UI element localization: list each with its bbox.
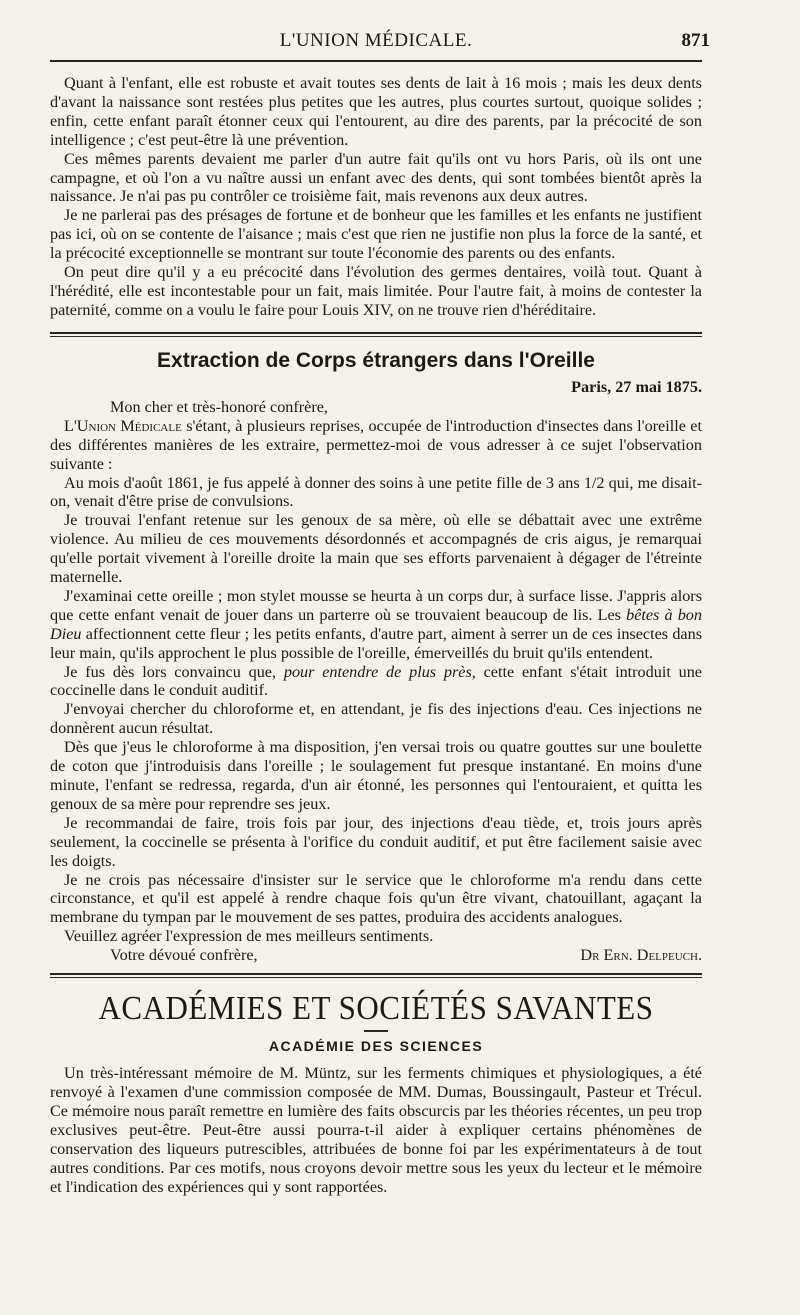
running-header bbox=[50, 26, 710, 62]
intro-paragraph-4: On peut dire qu'il y a eu précocité dans l'évolution des germes dentaires, voilà tout. Quant à l'hérédité, elle est incontestable pour un fait, mais limitée. Pour l'autre fait, à moins de contester la paternité, comme on a voulu le faire pour Louis XIV, on ne trouve rien d'héréditaire. bbox=[50, 263, 702, 319]
article-signature: Dr Ern. Delpeuch. bbox=[580, 946, 702, 965]
journal-name: L'Union Médicale bbox=[64, 416, 182, 435]
article-paragraph-4-part-1: J'examinai cette oreille ; mon stylet mousse se heurta à un corps dur, à surface lisse. J'appris alors que cette enfant venait de jouer dans un parterre où se trouvaient beaucoup de lis. Les bbox=[50, 586, 702, 624]
article-paragraph-5 bbox=[50, 663, 702, 701]
section-subheading: ACADÉMIE DES SCIENCES bbox=[268, 1038, 484, 1055]
article-paragraph-6: J'envoyai chercher du chloroforme et, en attendant, je fis des injections d'eau. Ces injections ne donnèrent aucun résultat. bbox=[50, 700, 702, 738]
intro-text bbox=[50, 74, 702, 320]
article-closing: Veuillez agréer l'expression de mes meilleurs sentiments. bbox=[64, 927, 434, 946]
section-divider-2 bbox=[50, 973, 702, 978]
article-closing-text: Votre dévoué confrère, bbox=[110, 946, 258, 965]
article-paragraph-8: Je recommandai de faire, trois fois par jour, des injections d'eau tiède, et, trois jours après seulement, la coccinelle se présenta à l'orifice du conduit auditif, et put être facilement saisie avec les doigts. bbox=[50, 813, 702, 870]
article-paragraph-5-part-1: Je fus dès lors convaincu que, bbox=[64, 662, 284, 681]
academies-section bbox=[50, 990, 702, 1196]
heading-underline bbox=[364, 1030, 388, 1032]
page-number: 871 bbox=[681, 30, 710, 51]
article-title: Extraction de Corps étrangers dans l'Oreille bbox=[157, 348, 595, 372]
article-closing-line-2 bbox=[50, 946, 702, 965]
section-heading: ACADÉMIES ET SOCIÉTÉS SAVANTES bbox=[98, 988, 654, 1027]
article-paragraph-5-italic: pour entendre de plus près, bbox=[283, 662, 476, 681]
article-paragraph-4 bbox=[50, 587, 702, 663]
intro-paragraph-2: Ces mêmes parents devaient me parler d'un autre fait qu'ils ont vu hors Paris, où ils ont une campagne, et où l'on a vu naître aussi un enfant avec des dents, qui sont tombées bientôt après la naissance. Je n'ai pas pu contrôler ce troisième fait, mais revenons aux deux autres. bbox=[50, 149, 702, 206]
running-title: L'UNION MÉDICALE. bbox=[279, 30, 473, 51]
article-paragraph-3: Je trouvai l'enfant retenue sur les genoux de sa mère, où elle se débattait avec une extrême violence. Au milieu de ces mouvements désordonnés et accompagnés de cris aigus, je remarquai qu'elle portait vivement à l'oreille droite la main que ses efforts parvenaient à dégager de l'étreinte maternelle. bbox=[50, 511, 702, 587]
article-paragraph-4-part-2: affectionnent cette fleur ; les petits enfants, d'autre part, aiment à serrer un de ces insectes dans leur main, qu'ils approchent le plus possible de l'oreille, émerveillés du bruit qu'ils entendent. bbox=[50, 624, 702, 662]
article-paragraph-9: Je ne crois pas nécessaire d'insister sur le service que le chloroforme m'a rendu dans cette circonstance, et qu'il est appelé à rendre chaque fois qu'un être vivant, chatouillant, agaçant la membrane du tympan par le mouvement de ses pattes, produira des accidents analogues. bbox=[50, 870, 702, 927]
article bbox=[50, 349, 702, 965]
article-paragraph-1 bbox=[50, 417, 702, 474]
section-divider bbox=[50, 332, 702, 337]
article-dateline: Paris, 27 mai 1875. bbox=[571, 377, 702, 396]
article-paragraph-7: Dès que j'eus le chloroforme à ma disposition, j'en versai trois ou quatre gouttes sur une boulette de coton que j'introduisis dans l'oreille ; le soulagement fut presque instantané. En moins d'une minute, l'enfant se redressa, regarda, d'un air étonné, les personnes qui l'entouraient, et quitta les genoux de sa mère pour reprendre ses jeux. bbox=[50, 738, 702, 813]
article-paragraph-2: Au mois d'août 1861, je fus appelé à donner des soins à une petite fille de 3 ans 1/2 qui, me disait-on, venait d'être prise de convulsions. bbox=[50, 473, 702, 511]
article-paragraph-1-text: s'étant, à plusieurs reprises, occupée de l'introduction d'insectes dans l'oreille et des différentes manières de les extraire, permettez-moi de vous adresser à ce sujet l'observation suivante : bbox=[50, 416, 702, 473]
article-paragraph-5-part-2: cette enfant s'était introduit une coccinelle dans le conduit auditif. bbox=[50, 662, 702, 700]
article-salutation: Mon cher et très-honoré confrère, bbox=[110, 397, 328, 416]
intro-paragraph-3: Je ne parlerai pas des présages de fortune et de bonheur que les familles et les enfants ne justifient pas ici, où on se contente de l'aisance ; mais c'est que rien ne justifie non plus la force de la santé, et la précocité exceptionnelle se montrant sur toute l'économie des parents ou des enfants. bbox=[50, 206, 702, 263]
article-paragraph-4-italic: bêtes à bon Dieu bbox=[50, 605, 702, 643]
section-paragraph: Un très-intéressant mémoire de M. Müntz, sur les ferments chimiques et physiologiques, a été renvoyé à l'examen d'une commission composée de MM. Dumas, Boussingault, Pasteur et Trécul. Ce mémoire nous paraît remettre en lumière des faits obscurcis par les théories récentes, un peu trop exclusives peut-être. Peut-être aussi pourra-t-il aider à expliquer certains phénomènes de conservation des liqueurs putrescibles, attribuées de bonne foi par les expérimentateurs à de tout autres conditions. Par ces motifs, nous croyons devoir mettre sous les yeux du lecteur et le mémoire et l'indication des expériences qui y sont rapportées. bbox=[50, 1064, 702, 1196]
intro-paragraph-1: Quant à l'enfant, elle est robuste et avait toutes ses dents de lait à 16 mois ; mais les deux dents d'avant la naissance sont restées plus petites que les autres, plus courtes surtout, quoique solides ; enfin, cette enfant paraît étonner ceux qui l'entourent, au dire des parents, par la précocité de son intelligence ; c'est peut-être là une prévention. bbox=[50, 74, 702, 149]
